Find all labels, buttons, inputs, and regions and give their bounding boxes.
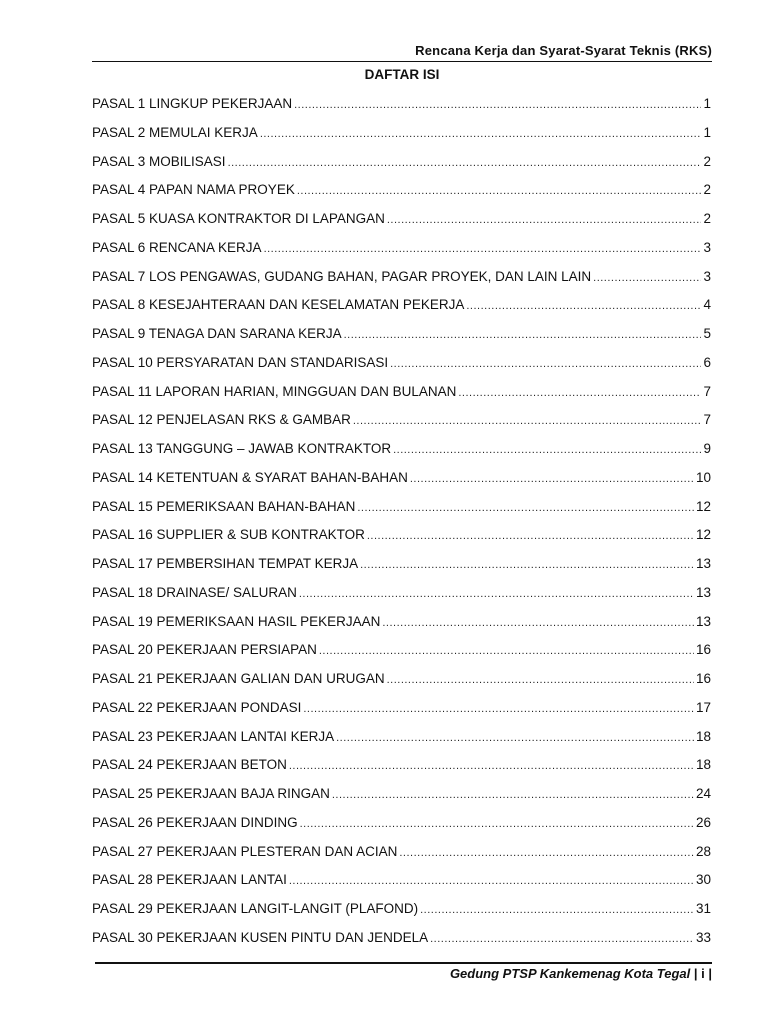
toc-entry-label: PASAL 28 PEKERJAAN LANTAI [92, 872, 287, 888]
footer-label: Gedung PTSP Kankemenag Kota Tegal [449, 966, 691, 981]
toc-entry[interactable] [92, 325, 711, 354]
toc-entry-page: 2 [703, 211, 711, 226]
toc-entry-label: PASAL 2 MEMULAI KERJA [92, 124, 258, 140]
toc-entry[interactable] [92, 239, 711, 268]
toc-entry[interactable] [92, 440, 711, 469]
dot-leader [260, 125, 702, 143]
dot-leader [319, 642, 694, 660]
toc-entry[interactable] [92, 95, 711, 124]
toc-entry-label: PASAL 19 PEMERIKSAAN HASIL PEKERJAAN [92, 613, 381, 629]
toc-entry-page: 28 [695, 843, 711, 859]
dot-leader [289, 872, 694, 890]
toc-entry[interactable] [92, 670, 711, 699]
toc-entry-page: 26 [695, 814, 711, 830]
toc-entry[interactable] [92, 613, 711, 642]
toc-entry-page: 12 [695, 498, 711, 514]
dot-leader [264, 240, 702, 258]
toc-entry[interactable] [92, 383, 711, 412]
toc-entry-label: PASAL 26 PEKERJAAN DINDING [92, 814, 298, 830]
toc-entry-page: 4 [703, 297, 711, 313]
toc-entry[interactable] [92, 411, 711, 440]
running-footer [450, 966, 712, 981]
toc-entry-label: PASAL 12 PENJELASAN RKS & GAMBAR [92, 412, 351, 428]
toc-entry-label: PASAL 13 TANGGUNG – JAWAB KONTRAKTOR [92, 441, 392, 456]
header-rule [92, 61, 712, 62]
dot-leader [387, 211, 702, 229]
toc-entry[interactable] [92, 526, 711, 555]
dot-leader [332, 786, 694, 804]
toc-entry-label: PASAL 11 LAPORAN HARIAN, MINGGUAN DAN BULANAN [92, 383, 457, 399]
toc-entry[interactable] [92, 699, 711, 728]
toc-entry[interactable] [92, 268, 711, 297]
dot-leader [344, 326, 702, 344]
toc-entry-label: PASAL 25 PEKERJAAN BAJA RINGAN [92, 786, 330, 801]
toc-entry-page: 17 [695, 699, 711, 715]
toc-entry-label: PASAL 6 RENCANA KERJA [92, 239, 262, 255]
toc-entry[interactable] [92, 124, 711, 153]
toc-entry-page: 13 [695, 556, 711, 571]
toc-entry-label: PASAL 23 PEKERJAAN LANTAI KERJA [92, 728, 335, 744]
toc-entry-label: PASAL 5 KUASA KONTRAKTOR DI LAPANGAN [92, 211, 385, 226]
toc-entry-page: 16 [695, 642, 711, 658]
toc-entry-page: 13 [695, 613, 711, 629]
toc-entry-page: 2 [703, 153, 711, 169]
toc-entry-page: 31 [695, 901, 711, 916]
toc-entry-page: 18 [695, 728, 711, 744]
dot-leader [466, 297, 701, 315]
dot-leader [228, 154, 702, 172]
toc-entry-label: PASAL 21 PEKERJAAN GALIAN DAN URUGAN [92, 671, 385, 686]
dot-leader [367, 527, 694, 545]
dot-leader [336, 729, 694, 747]
toc-entry[interactable] [92, 728, 711, 757]
toc-entry-page: 16 [695, 671, 711, 686]
dot-leader [420, 901, 694, 919]
footer-page-marker: | i | [693, 966, 712, 981]
toc-entry-page: 24 [695, 786, 711, 801]
toc-entry-label: PASAL 7 LOS PENGAWAS, GUDANG BAHAN, PAGAR PROYEK, DAN LAIN LAIN [92, 268, 592, 284]
dot-leader [299, 585, 694, 603]
dot-leader [294, 96, 701, 114]
dot-leader [360, 556, 694, 574]
dot-leader [300, 815, 694, 833]
toc-entry-label: PASAL 29 PEKERJAAN LANGIT-LANGIT (PLAFOND) [92, 901, 419, 916]
toc-entry[interactable] [92, 900, 711, 929]
toc-entry[interactable] [92, 871, 711, 900]
dot-leader [289, 757, 694, 775]
toc-entry[interactable] [92, 210, 711, 239]
toc-entry[interactable] [92, 929, 711, 958]
toc-title: DAFTAR ISI [364, 67, 440, 82]
footer-rule [95, 962, 712, 964]
toc-entry-page: 6 [703, 354, 711, 370]
toc-entry[interactable] [92, 584, 711, 613]
toc-entry-page: 5 [703, 326, 711, 341]
toc-entry-label: PASAL 22 PEKERJAAN PONDASI [92, 699, 302, 715]
toc-entry-page: 30 [695, 872, 711, 888]
toc-entry-label: PASAL 4 PAPAN NAMA PROYEK [92, 182, 295, 198]
toc-entry[interactable] [92, 469, 711, 498]
dot-leader [297, 182, 702, 200]
toc-entry-label: PASAL 27 PEKERJAAN PLESTERAN DAN ACIAN [92, 843, 398, 859]
dot-leader [390, 355, 701, 373]
toc-entry-page: 18 [695, 757, 711, 773]
dot-leader [430, 930, 694, 948]
toc-entry-page: 3 [703, 268, 711, 284]
toc-entry-page: 2 [703, 182, 711, 198]
toc-entry-label: PASAL 8 KESEJAHTERAAN DAN KESELAMATAN PEKERJA [92, 297, 465, 313]
dot-leader [382, 614, 694, 632]
dot-leader [393, 441, 701, 459]
toc-entry[interactable] [92, 181, 711, 210]
toc-entry[interactable] [92, 785, 711, 814]
toc-entry-label: PASAL 20 PEKERJAAN PERSIAPAN [92, 642, 317, 658]
dot-leader [303, 700, 694, 718]
dot-leader [410, 470, 694, 488]
dot-leader [399, 844, 694, 862]
dot-leader [458, 384, 701, 402]
toc-entry-label: PASAL 24 PEKERJAAN BETON [92, 757, 287, 773]
running-header: Rencana Kerja dan Syarat-Syarat Teknis (RKS) [415, 43, 712, 58]
toc-entry-page: 1 [703, 96, 711, 111]
toc-entry-label: PASAL 15 PEMERIKSAAN BAHAN-BAHAN [92, 498, 356, 514]
toc-entry-page: 12 [695, 527, 711, 543]
toc-entry-page: 7 [703, 383, 711, 399]
toc-entry-label: PASAL 30 PEKERJAAN KUSEN PINTU DAN JENDELA [92, 929, 429, 945]
toc-entry-label: PASAL 14 KETENTUAN & SYARAT BAHAN-BAHAN [92, 469, 408, 485]
toc-entry-page: 9 [703, 441, 711, 456]
dot-leader [387, 671, 694, 689]
toc-entry-page: 7 [703, 412, 711, 428]
toc-entry-label: PASAL 18 DRAINASE/ SALURAN [92, 584, 297, 600]
toc-entry-page: 1 [703, 124, 711, 140]
toc-entry-page: 10 [695, 469, 711, 485]
toc-entry[interactable] [92, 756, 711, 785]
toc-entry[interactable] [92, 843, 711, 872]
toc-entry-label: PASAL 3 MOBILISASI [92, 153, 226, 169]
toc-entry[interactable] [92, 641, 711, 670]
toc-entry[interactable] [92, 354, 711, 383]
toc-entry[interactable] [92, 555, 711, 584]
toc-entry[interactable] [92, 814, 711, 843]
toc-entry-label: PASAL 9 TENAGA DAN SARANA KERJA [92, 326, 342, 341]
dot-leader [353, 412, 702, 430]
toc-entry-label: PASAL 1 LINGKUP PEKERJAAN [92, 96, 293, 111]
toc-entry-page: 33 [695, 929, 711, 945]
dot-leader [357, 499, 694, 517]
toc-entry-label: PASAL 16 SUPPLIER & SUB KONTRAKTOR [92, 527, 365, 543]
toc-entry[interactable] [92, 498, 711, 527]
toc-entry-page: 13 [695, 584, 711, 600]
toc-entry-label: PASAL 17 PEMBERSIHAN TEMPAT KERJA [92, 556, 359, 571]
dot-leader [593, 269, 701, 287]
toc-entry[interactable] [92, 153, 711, 182]
table-of-contents [92, 95, 711, 958]
toc-entry[interactable] [92, 296, 711, 325]
toc-entry-label: PASAL 10 PERSYARATAN DAN STANDARISASI [92, 354, 389, 370]
toc-entry-page: 3 [703, 239, 711, 255]
